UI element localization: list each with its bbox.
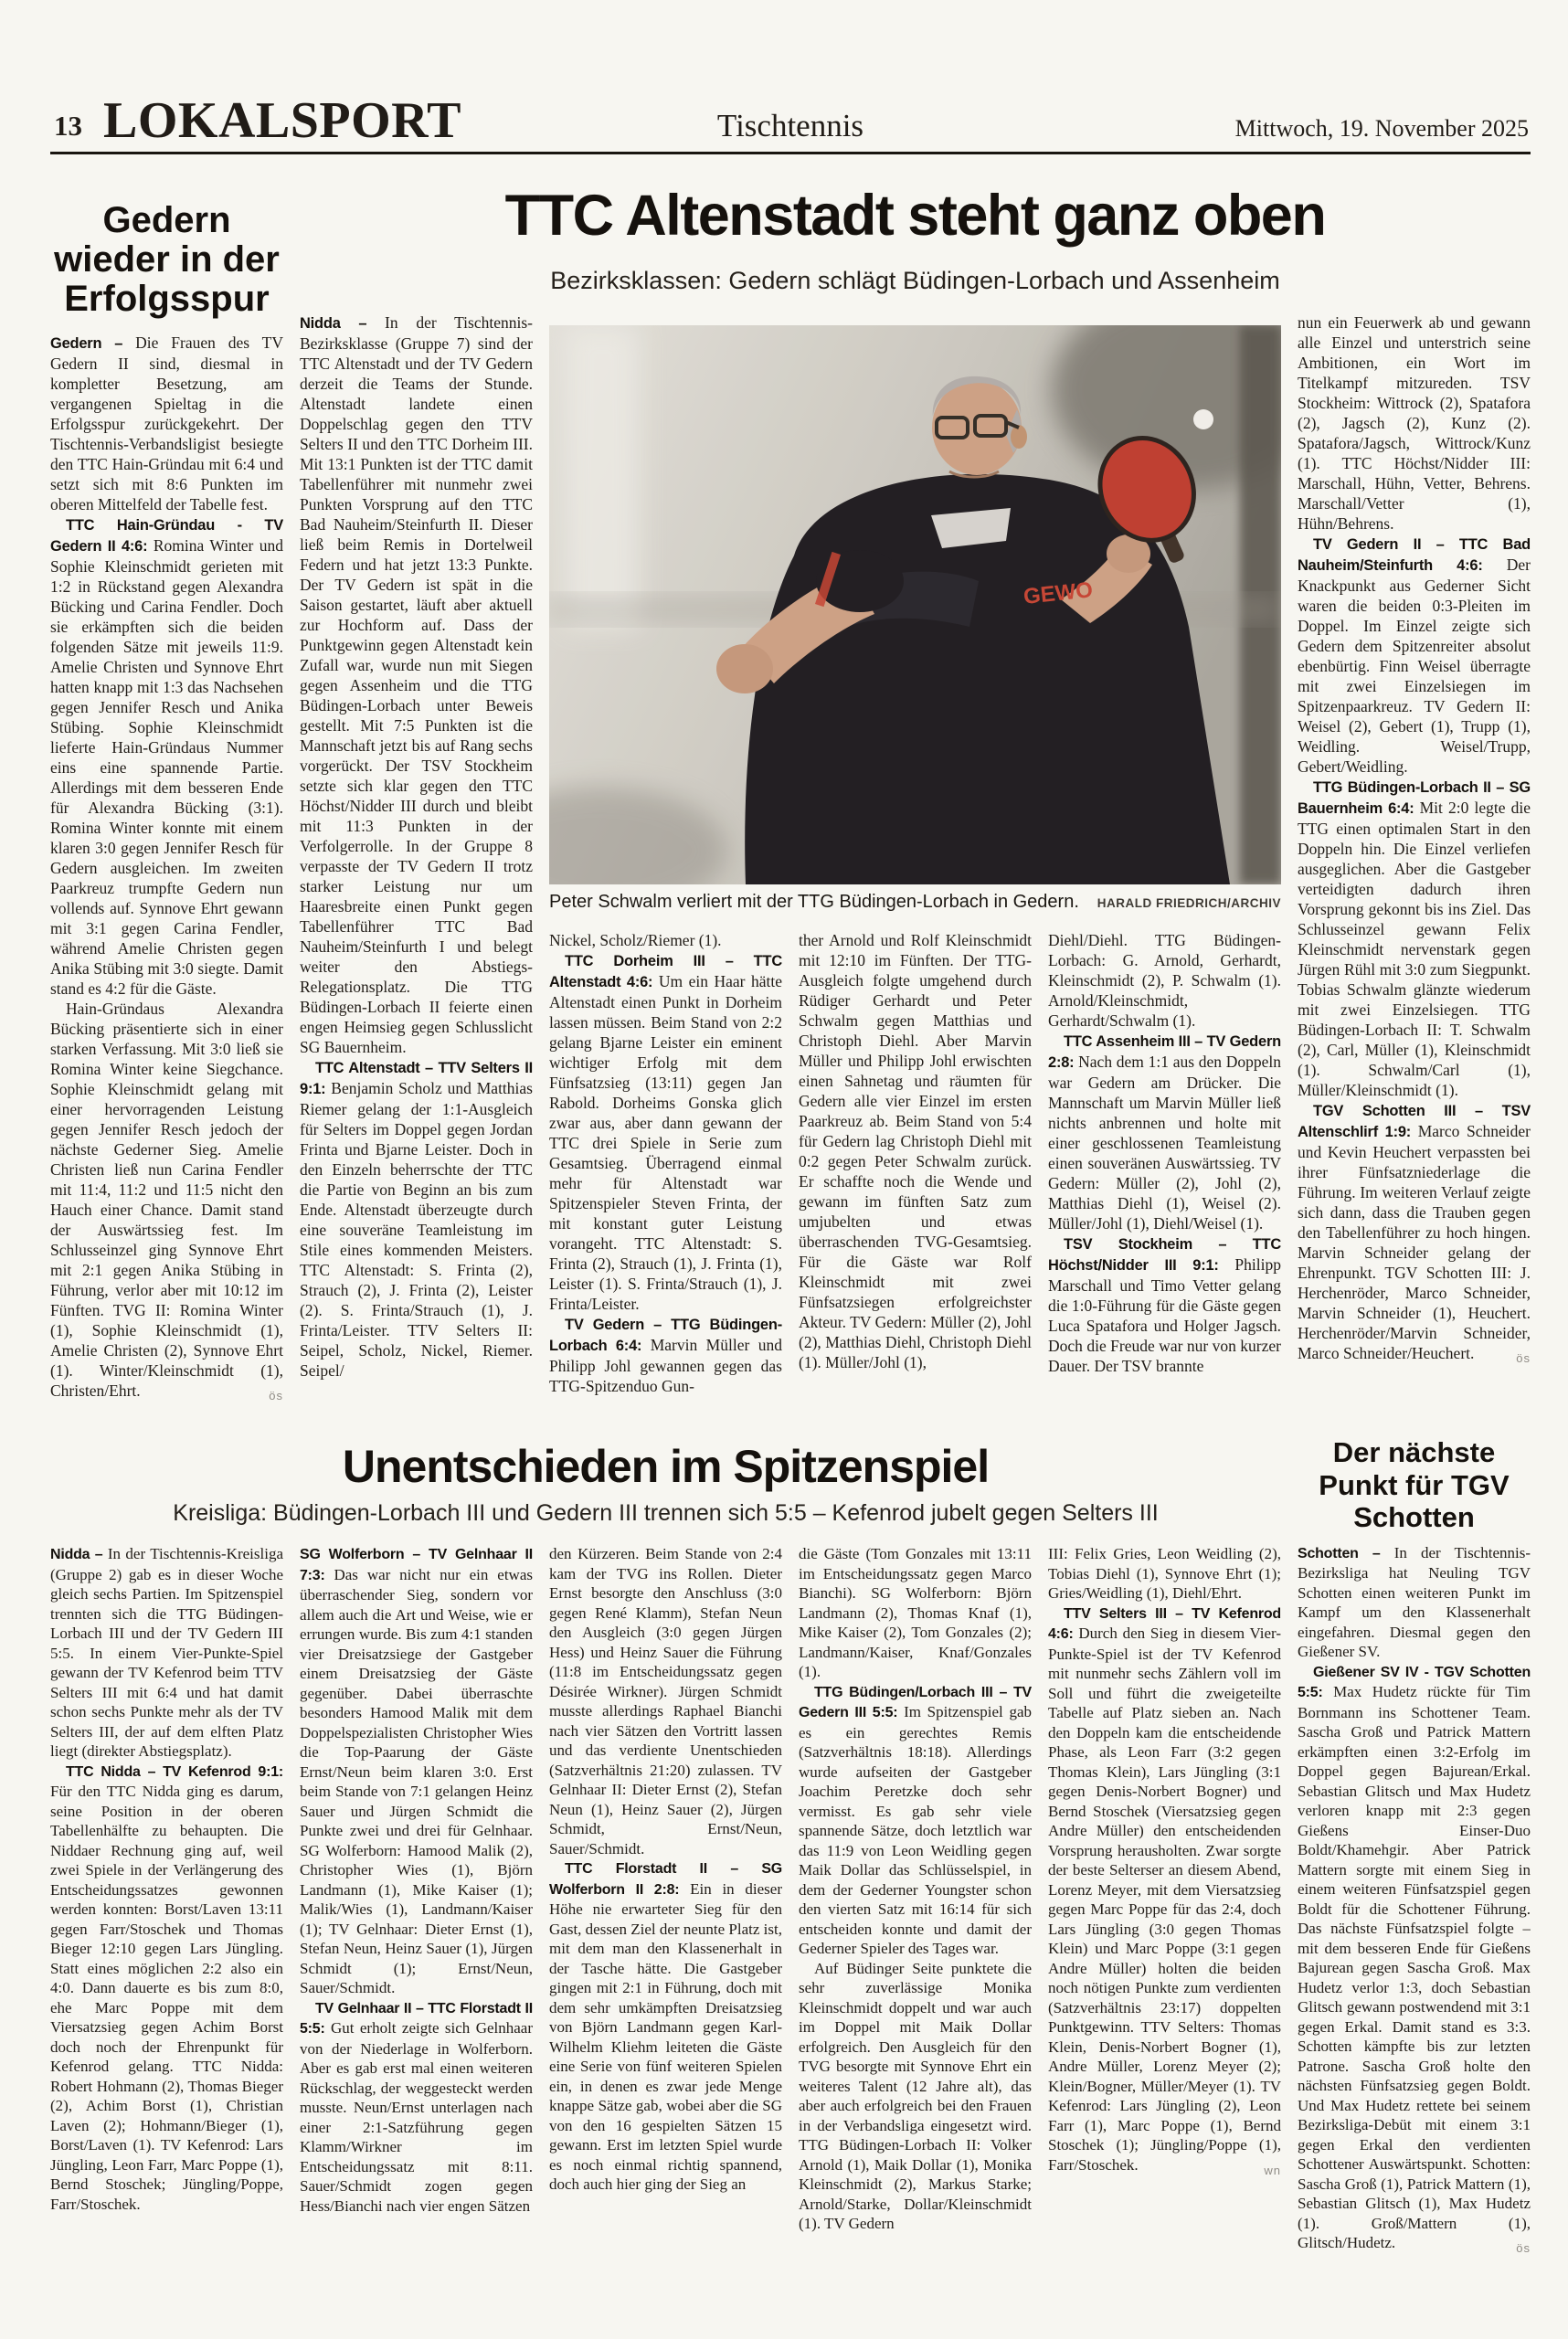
table-tennis-player-photo [549, 325, 1281, 884]
paragraph-text: In der Tischtennis-Kreisliga (Gruppe 2) gab es in dieser Woche gleich sechs Partien. Im Spitzenspiel trennten sich die TTG Büdingen-Lorbach III und der TV Gedern III 5:5. In einem Vier-Punkte-Spiel gewann der TV Kefenrod beim TTV Selters III mit 6:4 und hat damit schon sechs Punkte mehr als der TV Selters III, der auf dem elften Platz liegt (direkter Abstiegsplatz). [50, 1545, 283, 1760]
bottom-section [50, 1436, 1531, 2295]
paragraph [799, 930, 1032, 1372]
paragraph [300, 1998, 533, 2217]
paragraph [1048, 1603, 1281, 2175]
paragraph-text: In der Tischtennis-Bezirksliga hat Neuling TGV Schotten einen weiteren Punkt im Kampf um den Klassenerhalt eingefahren. Diesmal gegen den Gießener SV. [1298, 1543, 1531, 1661]
article2-col5 [1048, 930, 1281, 1434]
paragraph [1298, 1662, 1531, 2256]
article3-subhead: Kreisliga: Büdingen-Lorbach III und Gedern III trennen sich 5:5 – Kefenrod jubelt gegen Selters III [173, 1500, 1159, 1526]
main-headline: TTC Altenstadt steht ganz oben [504, 184, 1326, 248]
paragraph-text: Durch den Sieg in diesem Vier-Punkte-Spiel ist der TV Kefenrod mit nunmehr sechs Zählern voll im Soll und führt die zweigeteilte Tabelle auf Platz sieben an. Nach den Doppeln kam die entscheidende Phase, als Leon Farr (3:2 gegen Thomas Klein), Lars Jüngling (3:1 gegen Denis-Norbert Bogner) und Bernd Stoschek (Viersatzsieg gegen Andre Müller) den entscheidenden Vorsprung herausholten. Zwar sorgte der beste Selterser an diesem Abend, Lorenz Meyer, mit dem Viersatzsieg gegen Marc Poppe für das 2:4, doch Lars Jüngling (3:0 gegen Thomas Klein) und Marc Poppe (3:1 gegen Andre Müller) holten die beiden noch nötigen Punkte zum verdienten (Satzverhältnis 23:17) doppelten Punktgewinn. TTV Selters: Thomas Klein, Denis-Norbert Bogner (1), Andre Müller, Lorenz Meyer (2); Klein/Bogner, Müller/Meyer (1). TV Kefenrod: Lars Jüngling (2), Leon Farr (1), Marc Poppe (1), Bernd Stoschek (1); Jüngling/Poppe (1), Farr/Stoschek. [1048, 1625, 1281, 2174]
paragraph-lead: Nidda – [50, 1547, 108, 1562]
paragraph [1048, 930, 1281, 1031]
article3-col4 [799, 1544, 1032, 2286]
article2-col2 [300, 312, 533, 1434]
paragraph-text: die Gäste (Tom Gonzales mit 13:11 im Entscheidungssatz gegen Marco Bianchi). SG Wolferborn: Björn Landmann (2), Thomas Knaf (1), Mike Kaiser (2), Tom Gonzales (2); Landmann/Kaiser, Knaf/Gonzales (1). [799, 1545, 1032, 1680]
paragraph [50, 999, 283, 1401]
paragraph [1298, 312, 1531, 534]
photo-caption: Peter Schwalm verliert mit der TTG Büdingen-Lorbach in Gedern. [549, 892, 1079, 912]
paragraph-lead: Nidda – [300, 315, 386, 332]
paragraph-lead: Gedern – [50, 334, 136, 352]
paragraph-text: Gut erholt zeigte sich Gelnhaar von der Niederlage in Wolferborn. Aber es gab erst mal einen weiteren Rückschlag, der weggesteckt werden musste. Neun/Ernst unterlagen nach einer 2:1-Satzführung gegen Klamm/Wirkner im Entscheidungssatz mit 8:11. Sauer/Schmidt zogen gegen Hess/Bianchi nach vier engen Sätzen [300, 2019, 533, 2215]
author-signature: wn [1264, 2163, 1281, 2177]
paragraph [549, 950, 782, 1314]
paragraph-lead: TTV Selters III – TV Kefenrod 4:6: [1048, 1605, 1281, 1642]
paragraph-lead: TTC Assenheim III – TV Gedern 2:8: [1048, 1033, 1281, 1071]
paragraph-text: Diehl/Diehl. TTG Büdingen-Lorbach: G. Arnold, Gerhardt, Kleinschmidt (2), P. Schwalm (1). Arnold/Kleinschmidt, Gerhardt/Schwalm (1). [1048, 931, 1281, 1030]
paragraph-text: ther Arnold und Rolf Kleinschmidt mit 12:10 im Fünften. Der TTG-Ausgleich folgte umgehend durch Rüdiger Gerhardt und Peter Schwalm gegen Matthias und Christoph Diehl. Aber Marvin Müller und Philipp Johl erwischten einen Sahnetag und räumten für Gedern alle vier Einzel im ersten Paarkreuz ab. Beim Stand von 5:4 für Gedern lag Christoph Diehl mit 0:2 gegen Peter Schwalm zurück. Er schaffte noch die Wende und gewann im fünften Satz zum umjubelten und etwas überraschenden TVG-Gesamtsieg. Für die Gäste war Rolf Kleinschmidt mit zwei Fünfsatzsiegen erfolgreichster Akteur. TV Gedern: Müller (2), Johl (2), Matthias Diehl, Christoph Diehl (1). Müller/Johl (1), [799, 931, 1032, 1371]
paragraph [799, 1682, 1032, 1959]
paragraph-text: Nach dem 1:1 aus den Doppeln war Gedern am Drücker. Die Mannschaft um Marvin Müller ließ nichts anbrennen und holte mit einer geschlossenen Teamleistung einen souveränen Auswärtssieg. TV Gedern: Müller (2), Johl (2), Matthias Diehl (1), Weisel (2). Müller/Johl (1), Diehl/Weisel (1). [1048, 1053, 1281, 1233]
paragraph-text: Ein in dieser Höhe nie erwarteter Sieg für den Gast, dessen Ziel der neunte Platz ist, mit dem man den Klassenerhalt in der Tasche hätte. Die Gastgeber gingen mit 2:1 in Führung, doch mit dem sehr umkämpften Dreisatzsieg von Björn Landmann gegen Karl-Wilhelm Kliehm leiteten die Gäste eine Serie von fünf weiteren Spielen ein, in denen es zwar jede Menge knappe Sätze gab, wobei aber die SG von den 16 gespielten Sätzen 15 gewann. Erst im letzten Spiel wurde es noch einmal richtig spannend, doch auch hier ging der Sieg an [549, 1879, 782, 2193]
paragraph-text: Max Hudetz rückte für Tim Bornmann ins Schottener Team. Sascha Groß und Patrick Mattern erkämpften einen 3:2-Erfolg im Doppel gegen Bajurean/Erkal. Sebastian Glitsch und Max Hudetz verloren knapp mit 2:3 gegen Gießens Einser-Duo Boldt/Khamehgir. Aber Patrick Mattern sorgte mit einem Sieg in einem weiteren Fünfsatzspiel gegen Boldt für die Schottener Führung. Das nächste Fünfsatzspiel folgte – mit dem besseren Ende für Gießens Bajurean gegen Sascha Groß. Max Hudetz verlor 1:3, doch Sebastian Glitsch gewann postwendend mit 3:1 gegen Erkal. Damit stand es 3:3. Schotten kämpfte bis zur letzten Patrone. Sascha Groß holte den nächsten Fünfsatzsieg gegen Boldt. Und Max Hudetz rettete bei seinem Bezirksliga-Debüt mit einem 3:1 gegen Erkal den verdienten Schottener Auswärtspunkt. Schotten: Sascha Groß (1), Patrick Mattern (1), Sebastian Glitsch (1), Max Hudetz (1). Groß/Mattern (1), Glitsch/Hudetz. [1298, 1683, 1531, 2252]
paragraph [50, 333, 283, 514]
article2-col4 [799, 930, 1032, 1434]
paragraph-lead: SG Wolferborn – TV Gelnhaar II 7:3: [300, 1547, 533, 1583]
paragraph-lead: TV Gelnhaar II – TTC Florstadt II 5:5: [300, 2000, 533, 2037]
article1-body [50, 333, 283, 1436]
paragraph-text: Marco Schneider und Kevin Heuchert verpassten bei ihrer Fünfsatzniederlage die Führung. Im weiteren Verlauf zeigte sich dann, dass die Trauben gegen den Tabellenführer zu hoch hingen. Marvin Schneider gelang der Ehrenpunkt. TGV Schotten III: J. Herchenröder, Marco Schneider, Marvin Schneider (1), Heuchert. Herchenröder/Marvin Schneider, Marco Schneider/Heuchert. [1298, 1122, 1531, 1362]
article3-col5 [1048, 1544, 1281, 2286]
article3-col3 [549, 1544, 782, 2286]
paragraph-text: Mit 2:0 legte die TTG einen optimalen Start in den Doppeln hin. Die Einzel verliefen ausgeglichen. Aber die Gastgeber verteidigten dadurch ihren Vorsprung gekonnt bis ins Ziel. Das Schlusseinzel gewann Felix Kleinschmidt nervenstark gegen Jürgen Rühl mit 3:0 zum Siegpunkt. Tobias Schwalm glänzte wiederum mit zwei Einzelsiegen. TTG Büdingen-Lorbach II: T. Schwalm (2), Carl, Müller (1), Kleinschmidt (1). Schwalm/Carl (1), Müller/Kleinschmidt (1). [1298, 799, 1531, 1099]
author-signature: ös [1516, 1351, 1531, 1365]
paragraph [1298, 1543, 1531, 1662]
article2-photo-block [549, 325, 1281, 913]
paragraph-text: III: Felix Gries, Leon Weidling (2), Tobias Diehl (1), Synnove Ehrt (1); Gries/Weidling (1), Diehl/Ehrt. [1048, 1545, 1281, 1602]
paragraph [300, 312, 533, 1057]
article3-headline: Unentschieden im Spitzenspiel [342, 1441, 990, 1492]
photo-credit: HARALD FRIEDRICH/ARCHIV [1097, 896, 1281, 910]
paragraph-text: Marvin Müller und Philipp Johl gewannen gegen das TTG-Spitzenduo Gun- [549, 1336, 782, 1395]
paragraph [799, 1544, 1032, 1682]
paragraph-lead: Gießener SV IV - TGV Schotten 5:5: [1298, 1664, 1531, 1701]
paragraph-text: Nickel, Scholz/Riemer (1). [549, 931, 722, 949]
author-signature: ös [1516, 2241, 1531, 2256]
paragraph [549, 1314, 782, 1396]
section-title: LOKALSPORT [103, 92, 461, 149]
paragraph [549, 930, 782, 950]
paragraph [549, 1544, 782, 1858]
paragraph-text: Im Spitzenspiel gab es ein gerechtes Remis (Satzverhältnis 18:18). Allerdings wurde aufseiten der Gastgeber Joachim Peretzke doch sehr vermisst. Es gab sehr viele spannende Sätze, doch letztlich war das 11:9 von Leon Weidling gegen Maik Dollar das Schlüsselspiel, in dem der Gederner Youngster schon den vierten Satz mit 16:14 für sich entscheiden konnte und damit der Gederner Spieler des Tages war. [799, 1703, 1032, 1957]
paragraph-lead: TTC Altenstadt – TTV Selters II 9:1: [300, 1060, 533, 1097]
paragraph [1298, 777, 1531, 1100]
paragraph [799, 1959, 1032, 2234]
paragraph-text: nun ein Feuerwerk ab und gewann alle Einzel und unterstrich seine Ambitionen, ein Wort im Titelkampf mitzureden. TSV Stockheim: Wittrock (2), Spatafora (2), Jagsch (2), Kunz (2). Spatafora/Jagsch, Wittrock/Kunz (1). TTC Höchst/Nidder III: Marschall, Hühn, Vetter, Behrens. Marschall/Vetter (1), Hühn/Behrens. [1298, 313, 1531, 533]
article4-headline: Der nächste Punkt für TGV Schotten [1319, 1436, 1510, 1534]
paragraph-lead: TTG Büdingen/Lorbach III – TV Gedern III 5:5: [799, 1684, 1032, 1720]
paragraph-text: Der Knackpunkt aus Gederner Sicht waren die beiden 0:3-Pleiten im Doppel. Im Einzel zeigte sich Gedern dem Spitzenreiter absolut ebenbürtig. Finn Weisel überragte mit zwei Einzelsiegen im Spitzenpaarkreuz. TV Gedern II: Weisel (2), Gebert (1), Trupp (1), Weidling. Weisel/Trupp, Gebert/Weidling. [1298, 556, 1531, 776]
article2-col3 [549, 930, 782, 1434]
paragraph-text: Um ein Haar hätte Altenstadt einen Punkt in Dorheim lassen müssen. Beim Stand von 2:2 gelang Bjarne Leister ein eminent wichtiger Erfolg mit dem Fünfsatzsieg (13:11) gegen Jan Rabold. Dorheims Gonska glich zwar aus, aber dann gewann der TTC drei Spiele in Serie zum Gesamtsieg. Überragend einmal mehr für Altenstadt war Spitzenspieler Steven Frinta, der mit konstant guter Leistung vorangeht. TTC Altenstadt: S. Frinta (2), Strauch (1), J. Frinta (1), Leister (1). S. Frinta/Strauch (1), J. Frinta/Leister. [549, 972, 782, 1313]
paragraph-text: Für den TTC Nidda ging es darum, seine Position in der oberen Tabellenhälfte zu behaupten. Die Niddaer Rechnung ging auf, weil zwei Spiele in der Verlängerung des Entscheidungssatzes gewonnen werden konnten: Borst/Laven 13:11 gegen Farr/Stoschek und Thomas Bieger 12:10 gegen Lars Jüngling. Statt eines möglichen 2:2 also ein 4:0. Dann dauerte es bis zum 8:0, ehe Marc Poppe mit dem Viersatzsieg gegen Achim Borst doch noch der Ehrenpunkt für Kefenrod gelang. TTC Nidda: Robert Hohmann (2), Thomas Bieger (2), Achim Borst (1), Christian Laven (2); Hohmann/Bieger (1), Borst/Laven (1). TV Kefenrod: Lars Jüngling, Leon Farr, Marc Poppe (1), Bernd Stoschek; Jüngling/Poppe, Farr/Stoschek. [50, 1783, 283, 2213]
paragraph-lead: TTC Dorheim III – TTC Altenstadt 4:6: [549, 953, 782, 990]
article1-headline: Gedern wieder in der Erfolgsspur [54, 200, 280, 320]
paragraph-text: Hain-Gründaus Alexandra Bücking präsentierte sich in einer starken Verfassung. Mit 3:0 ließ sie Romina Winter keine Siegchance. Sophie Kleinschmidt gelang mit einer hervorragenden Leistung gegen Jennifer Resch jedoch der nächste Gederner Sieg. Amelie Christen ließ nun Carina Fendler mit 11:4, 11:2 und 11:5 nicht den Hauch einer Chance. Damit stand der Auswärtssieg fest. Im Schlusseinzel ging Synnove Ehrt mit 2:1 gegen Anika Stübing in Führung, verlor aber mit 10:12 im Fünften. TVG II: Romina Winter (1), Sophie Kleinschmidt (1), Amelie Christen (2), Synnove Ehrt (1). Winter/Kleinschmidt (1), Christen/Ehrt. [50, 999, 283, 1400]
page-header [50, 79, 1531, 154]
paragraph-text: Philipp Marschall und Timo Vetter gelang die 1:0-Führung für die Gäste gegen Luca Spatafora und Holger Jagsch. Doch die Freude war nur von kurzer Dauer. Der TSV brannte [1048, 1255, 1281, 1375]
paragraph-lead: TGV Schotten III – TSV Altenschlirf 1:9: [1298, 1103, 1531, 1140]
article-tgv-schotten [1298, 1436, 1531, 2295]
paragraph-lead: TV Gedern II – TTC Bad Nauheim/Steinfurth 4:6: [1298, 536, 1531, 574]
paragraph [50, 1544, 283, 1762]
author-signature: ös [269, 1388, 283, 1402]
article2-col6 [1298, 312, 1531, 1434]
paragraph-lead: TSV Stockheim – TTC Höchst/Nidder III 9:1: [1048, 1236, 1281, 1274]
paragraph-lead: TTC Nidda – TV Kefenrod 9:1: [66, 1763, 283, 1780]
main-subhead: Bezirksklassen: Gedern schlägt Büdingen-Lorbach und Assenheim [550, 267, 1280, 294]
paragraph [1298, 1100, 1531, 1363]
paragraph [50, 1762, 283, 2215]
paragraph [300, 1057, 533, 1381]
paragraph-text: In der Tischtennis-Bezirksklasse (Gruppe 7) sind der TTC Altenstadt und der TV Gedern derzeit die Teams der Stunde. Altenstadt landete einen Doppelschlag gegen den TTV Selters II und den TTC Dorheim III. Mit 13:1 Punkten ist der TTC damit Tabellenführer mit nunmehr zwei Punkten Vorsprung auf den TTC Bad Nauheim/Steinfurth II. Dieser ließ beim Remis in Dortelweil Federn und hat jetzt 13:3 Punkte. Der TV Gedern ist spät in die Saison gestartet, läuft aber aktuell zur Hochform auf. Dass der Punktgewinn gegen Altenstadt kein Zufall war, wurde nun mit Siegen gegen Assenheim und die TTG Büdingen-Lorbach unter Beweis gestellt. Mit 7:5 Punkten ist die Mannschaft jetzt bis auf Rang sechs vorgerückt. Der TSV Stockheim setzte sich klar gegen den TTC Höchst/Nidder III durch und bleibt mit 11:3 Punkten in der Verfolgerrolle. In der Gruppe 8 verpasste der TV Gedern II trotz starker Leistung nur um Haaresbreite einen Punkt gegen Tabellenführer TTC Bad Nauheim/Steinfurth I und belegt weiter den Abstiegs-Relegationsplatz. Die TTG Büdingen-Lorbach II feierte einen engen Heimsieg gegen Schlusslicht SG Bauernheim. [300, 313, 533, 1056]
paragraph-text: Auf Büdinger Seite punktete die sehr zuverlässige Monika Kleinschmidt doppelt und war auch im Doppel mit Maik Dollar erfolgreich. Den Ausgleich für den TVG besorgte mit Synnove Ehrt ein weiteres Talent (12 Jahre alt), das aber auch erfolgreich bei den Frauen in der Verbandsliga eingesetzt wird. TTG Büdingen-Lorbach II: Volker Arnold (1), Maik Dollar (1), Monika Kleinschmidt (2), Markus Starke; Arnold/Starke, Dollar/Kleinschmidt (1). TV Gedern [799, 1959, 1032, 2232]
page-number: 13 [54, 110, 82, 142]
caption-row [549, 892, 1281, 913]
article-gedern-erfolgsspur [50, 201, 283, 1436]
paragraph [1048, 1233, 1281, 1376]
paragraph [1048, 1544, 1281, 1603]
top-section [50, 164, 1531, 1436]
paragraph-text: Romina Winter und Sophie Kleinschmidt gerieten mit 1:2 in Rückstand gegen Alexandra Bücking und Carina Fendler. Doch sie erkämpften sich die beiden folgenden Sätze mit jeweils 11:9. Amelie Christen und Synnove Ehrt hatten knapp mit 1:3 das Nachsehen gegen Jennifer Resch und Anika Stübing. Sophie Kleinschmidt lieferte Hain-Gründaus Nummer eins eine spannende Partie. Allerdings mit dem besseren Ende für Alexandra Bücking (3:1). Romina Winter konnte mit einem klaren 3:0 gegen Jennifer Resch für Gedern ausgleichen. Im zweiten Paarkreuz trumpfte Gedern nun vollends auf. Synnove Ehrt gewann mit 3:1 gegen Carina Fendler, während Amelie Christen gegen Anika Stübing mit 3:0 siegte. Damit stand es 4:2 für die Gäste. [50, 535, 283, 998]
dateline: Mittwoch, 19. November 2025 [1234, 115, 1529, 142]
paragraph-text: den Kürzeren. Beim Stande von 2:4 kam der TVG ins Rollen. Dieter Ernst besorgte den Anschluss (3:0 gegen René Klamm), Stefan Neun den Ausgleich (3:0 gegen Jürgen Hess) und Heinz Sauer die Führung (11:8 im Entscheidungssatz gegen Désirée Wirkner). Jürgen Schmidt musste allerdings Raphael Bianchi nach vier Sätzen den Vortritt lassen und das verdiente Unentschieden (Satzverhältnis 21:20) zulassen. TV Gelnhaar II: Dieter Ernst (2), Stefan Neun (1), Heinz Sauer (2), Jürgen Schmidt, Ernst/Neun, Sauer/Schmidt. [549, 1545, 782, 1857]
paragraph [549, 1858, 782, 2195]
paragraph-text: Benjamin Scholz und Matthias Riemer gelang der 1:1-Ausgleich für Selters im Doppel gegen Jordan Frinta und Bjarne Leister. Doch in den Einzeln beherrschte der TTC die Partie von Beginn an bis zum Ende. Altenstadt überzeugte durch eine souveräne Teamleistung im Stile eines kommenden Meisters. TTC Altenstadt: S. Frinta (2), Strauch (2), J. Frinta (2), Leister (2). S. Frinta/Strauch (1), J. Frinta/Leister. TTV Selters II: Seipel, Scholz, Nickel, Riemer. Seipel/ [300, 1079, 533, 1380]
article3-col1 [50, 1544, 283, 2286]
paragraph-lead: TTG Büdingen-Lorbach II – SG Bauernheim 6:4: [1298, 779, 1531, 817]
paragraph-text: Die Frauen des TV Gedern II sind, diesmal in kompletter Besetzung, am vergangenen Spieltag in die Erfolgsspur zurückgekehrt. Der Tischtennis-Verbandsligist besiegte den TTC Hain-Gründau mit 6:4 und setzt sich mit 8:6 Punkten im oberen Mittelfeld der Tabelle fest. [50, 333, 283, 513]
paragraph [1298, 534, 1531, 777]
paragraph-lead: TTC Hain-Gründau - TV Gedern II 4:6: [50, 516, 283, 555]
article3-col2 [300, 1544, 533, 2286]
paragraph-text: Das war nicht nur ein etwas überraschender Sieg, sondern vor allem auch die Art und Weise, wie er errungen wurde. Bis zum 4:1 standen vier Dreisatzsiege der Gastgeber einem Dreisatzsieg der Gäste gegenüber. Dabei überraschte besonders Hamood Malik mit dem Doppelspezialisten Christopher Wies die Top-Paarung der Gäste Ernst/Neun beim klaren 3:0. Erst beim Stande von 7:1 gelangen Heinz Sauer und Jürgen Schmidt die Punkte zwei und drei für Gelnhaar. SG Wolferborn: Hamood Malik (2), Christopher Wies (1), Björn Landmann (1), Mike Kaiser (1); Malik/Wies (1), Landmann/Kaiser (1); TV Gelnhaar: Dieter Ernst (1), Stefan Neun, Heinz Sauer (1), Jürgen Schmidt (1); Ernst/Neun, Sauer/Schmidt. [300, 1565, 533, 1996]
paragraph-lead: Schotten – [1298, 1545, 1394, 1561]
shirt-logo: GEWO [1022, 577, 1095, 609]
paragraph [50, 514, 283, 999]
paragraph-lead: TV Gedern – TTG Büdingen-Lorbach 6:4: [549, 1317, 782, 1354]
page-topic: Tischtennis [716, 108, 864, 143]
paragraph [1048, 1031, 1281, 1233]
paragraph [300, 1544, 533, 1998]
paragraph-lead: TTC Florstadt II – SG Wolferborn II 2:8: [549, 1861, 782, 1898]
article4-body [1298, 1543, 1531, 2295]
